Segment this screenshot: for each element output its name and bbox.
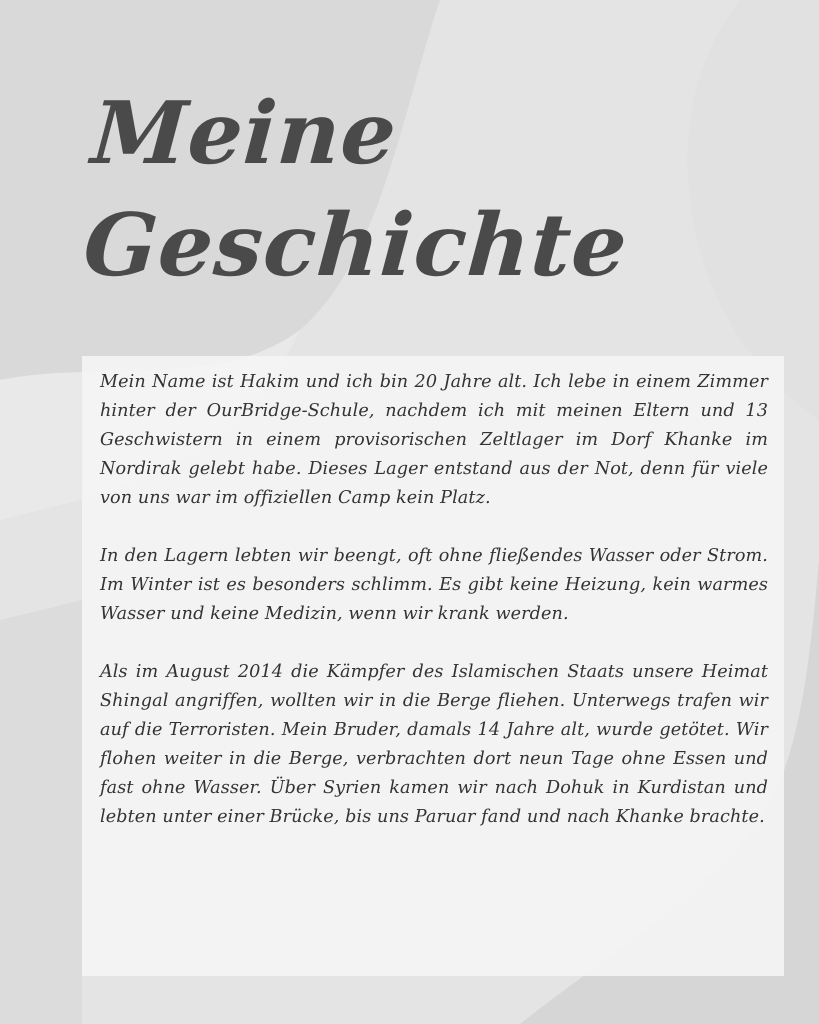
title-line-1: Meine [88,83,401,184]
story-paragraph-1: Mein Name ist Hakim und ich bin 20 Jahre alt. Ich lebe in einem Zimmer hinter der OurBridge-Schule, nachdem ich mit meinen Eltern und 13 Geschwistern in einem provisorischen Zeltlager im Dorf Khanke im Nordirak gelebt habe. Dieses Lager entstand aus der Not, denn für viele von uns war im offiziellen Camp kein Platz. [100,372,768,508]
story-paragraph-2: In den Lagern lebten wir beengt, oft ohne fließendes Wasser oder Strom. Im Winter ist es besonders schlimm. Es gibt keine Heizung, kein warmes Wasser und keine Medizin, wenn wir krank werden. [100,546,768,624]
page-title [80,78,639,302]
title-line-2: Geschichte [80,195,632,296]
story-text-panel [82,356,784,976]
story-paragraph-3: Als im August 2014 die Kämpfer des Islamischen Staats unsere Heimat Shingal angriffen, wollten wir in die Berge fliehen. Unterwegs trafen wir auf die Terroristen. Mein Bruder, damals 14 Jahre alt, wurde getötet. Wir flohen weiter in die Berge, verbrachten dort neun Tage ohne Essen und fast ohne Wasser. Über Syrien kamen wir nach Dohuk in Kurdistan und lebten unter einer Brücke, bis uns Paruar fand und nach Khanke brachte. [100,662,768,827]
